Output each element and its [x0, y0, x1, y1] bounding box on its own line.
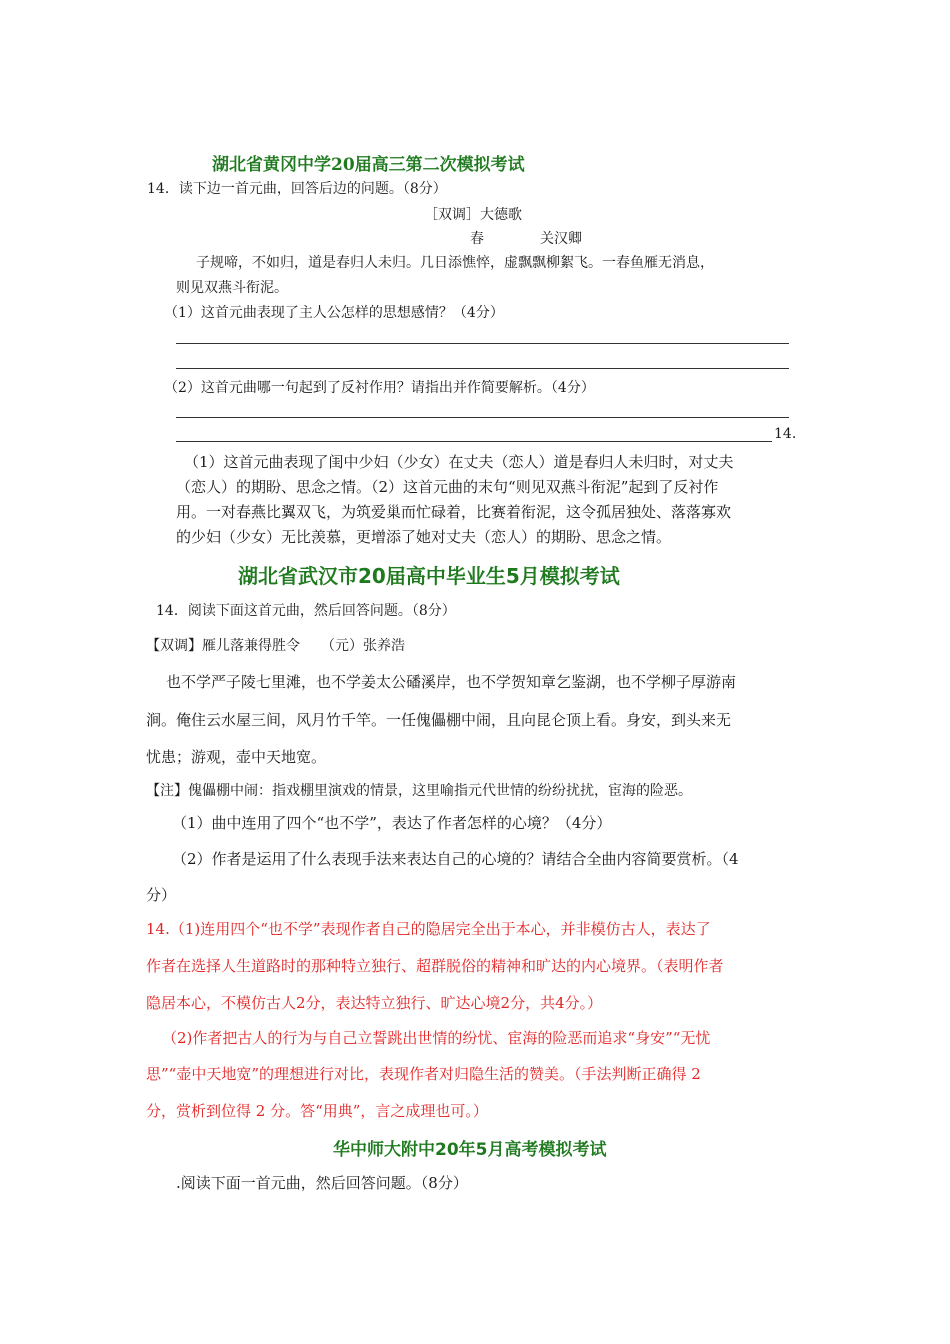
poem-line: 子规啼，不如归，道是春归人未归。几日添憔悴，虚飘飘柳絮飞。一春鱼雁无消息， [196, 255, 714, 271]
answer-text-red: 14.（1)连用四个“也不学”表现作者自己的隐居完全出于本心，并非模仿古人，表达了 [146, 920, 711, 938]
question-14-prompt: 14．读下边一首元曲，回答后边的问题。（8分） [147, 181, 447, 197]
answer-text-line: （1）这首元曲表现了闺中少妇（少女）在丈夫（恋人）道是春归人未归时，对丈夫 [184, 453, 734, 471]
poem-body-line: 忧患；游观，壶中天地宽。 [146, 748, 327, 766]
answer-blank-line [176, 343, 789, 344]
question-14-prompt: 14．阅读下面这首元曲，然后回答问题。（8分） [156, 603, 456, 619]
answer-text-line: （恋人）的期盼、思念之情。（2）这首元曲的末句“则见双燕斗衔泥”起到了反衬作 [176, 478, 719, 496]
answer-text-red: 分，赏析到位得 2 分。答“用典”，言之成理也可。） [146, 1102, 488, 1120]
answer-text-line: 用。一对春燕比翼双飞，为筑爱巢而忙碌着，比赛着衔泥，这令孤居独处、落落寡欢 [176, 503, 732, 521]
poem-subtitle-author: 春 关汉卿 [470, 231, 582, 247]
answer-blank-line [176, 417, 789, 418]
poem-body-line: 也不学严子陵七里滩，也不学姜太公磻溪岸，也不学贺知章乞鉴湖，也不学柳子厚游南 [166, 673, 737, 691]
answer-text-red: 思”“壶中天地宽”的理想进行对比，表现作者对归隐生活的赞美。（手法判断正确得 2 [146, 1065, 701, 1083]
poem-note: 【注】傀儡棚中闹：指戏棚里演戏的情景，这里喻指元代世情的纷纷扰扰，宦海的险恶。 [146, 783, 692, 799]
section-title-huanggang: 湖北省黄冈中学20届高三第二次模拟考试 [212, 155, 525, 175]
sub-question-2-cont: 分） [146, 886, 177, 904]
answer-number: 14. [774, 426, 797, 442]
answer-blank-line [176, 441, 772, 442]
poem-body-line: 涧。俺住云水屋三间，风月竹千竿。一任傀儡棚中闹，且向昆仑顶上看。身安，到头来无 [146, 711, 732, 729]
sub-question-2: （2）作者是运用了什么表现手法来表达自己的心境的？请结合全曲内容简要赏析。（4 [172, 850, 739, 868]
answer-text-line: 的少妇（少女）无比羡慕，更增添了她对丈夫（恋人）的期盼、思念之情。 [176, 528, 672, 546]
poem-title: ［双调］大德歌 [424, 207, 522, 223]
answer-text-red: 隐居本心，不模仿古人2分，表达特立独行、旷达心境2分，共4分。） [146, 994, 603, 1012]
sub-question-2: （2）这首元曲哪一句起到了反衬作用？请指出并作简要解析。（4分） [164, 380, 595, 396]
sub-question-1: （1）曲中连用了四个“也不学”，表达了作者怎样的心境？（4分） [172, 814, 612, 832]
sub-question-1: （1）这首元曲表现了主人公怎样的思想感情？（4分） [164, 305, 504, 321]
answer-text-red: （2)作者把古人的行为与自己立誓跳出世情的纷忧、宦海的险恶而追求“身安”“无忧 [162, 1029, 711, 1047]
answer-blank-line [176, 368, 789, 369]
section-title-huazhong: 华中师大附中20年5月高考模拟考试 [333, 1140, 607, 1160]
section-title-wuhan: 湖北省武汉市20届高中毕业生5月模拟考试 [238, 564, 620, 588]
poem-heading: 【双调】雁儿落兼得胜令 （元）张养浩 [146, 638, 405, 654]
answer-text-red: 作者在选择人生道路时的那种特立独行、超群脱俗的精神和旷达的内心境界。（表明作者 [146, 957, 724, 975]
question-prompt: .阅读下面一首元曲，然后回答问题。（8分） [176, 1174, 468, 1192]
poem-line: 则见双燕斗衔泥。 [176, 280, 288, 296]
